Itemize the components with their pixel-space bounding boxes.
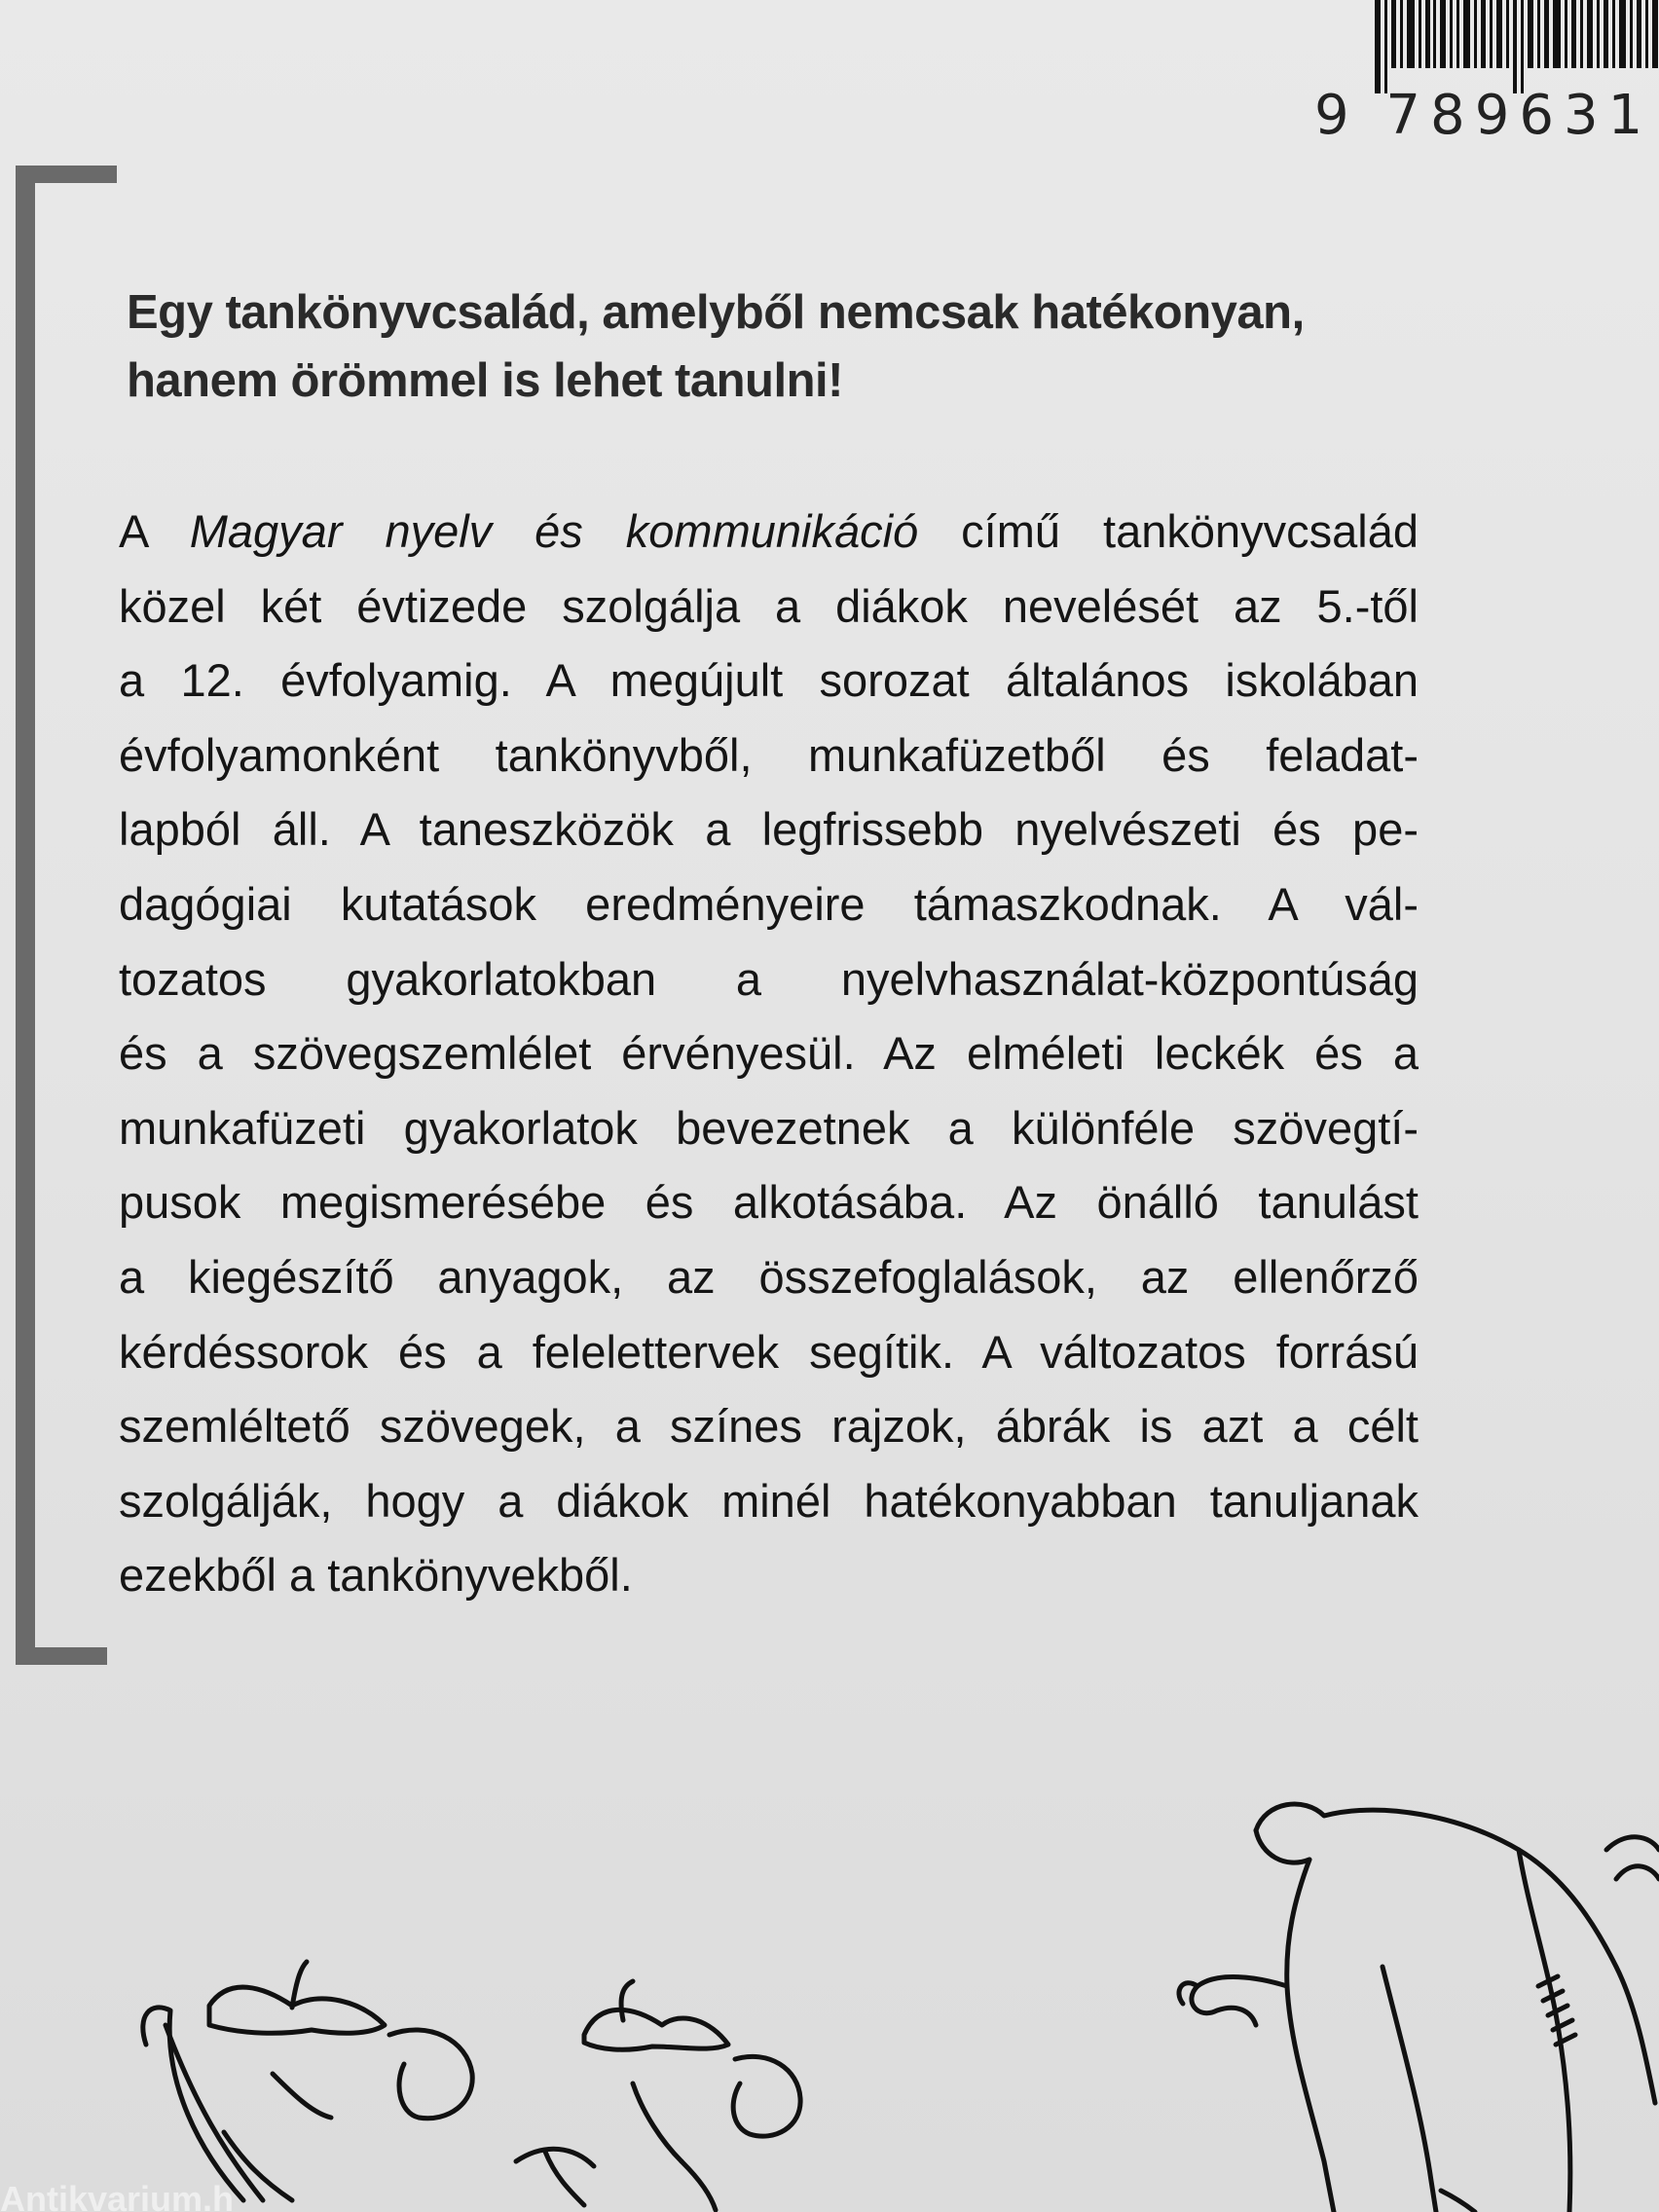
body-line: lapból áll. A taneszközök a legfrissebb nyelvészeti és pe- [119, 803, 1419, 856]
body-line-1 [119, 495, 1419, 570]
headline [127, 278, 1421, 415]
body-line: szemléltető szövegek, a színes rajzok, ábrák is azt a célt [119, 1400, 1419, 1453]
body-line: a kiegészítő anyagok, az összefoglalások, az ellenőrző [119, 1250, 1419, 1303]
cartoon-illustration [0, 1791, 1659, 2212]
body-line: közel két évtizede szolgálja a diákok nevelését az 5.-től [119, 579, 1419, 632]
bow-drawing [143, 2008, 243, 2200]
barcode-digits: 9 789631 [1314, 84, 1653, 147]
body-line: a 12. évfolyamig. A megújult sorozat általános iskolában [119, 654, 1419, 707]
left-nose-drawing [389, 2030, 472, 2119]
barcode [1371, 0, 1659, 93]
body-line: dagógiai kutatások eredményeire támaszkodnak. A vál- [119, 877, 1419, 930]
body-line: és a szövegszemlélet érvényesül. Az elméleti leckék és a [119, 1027, 1419, 1080]
middle-nose-drawing [733, 2056, 800, 2136]
body-line: kérdéssorok és a felelettervek segítik. A változatos forrású [119, 1325, 1419, 1378]
body-line: szolgálják, hogy a diákok minél hatékonyabban tanuljanak [119, 1474, 1419, 1527]
body-line: tozatos gyakorlatokban a nyelvhasználat-központúság [119, 952, 1419, 1005]
body-line: pusok megismerésébe és alkotásába. Az önálló tanulást [119, 1176, 1419, 1229]
body-line-1-prefix: A [119, 505, 190, 557]
headline-line-1: Egy tankönyvcsalád, amelyből nemcsak hatékonyan, [127, 286, 1305, 339]
body-line: ezekből a tankönyvekből. [119, 1549, 633, 1602]
body-line: évfolyamonként tankönyvből, munkafüzetből és feladat- [119, 728, 1419, 781]
middle-hat-drawing [584, 2009, 728, 2049]
description-paragraph [119, 495, 1419, 1613]
body-line-1-suffix: című tankönyvcsalád [918, 505, 1419, 557]
series-title: Magyar nyelv és kommunikáció [189, 505, 919, 557]
watermark: Antikvarium.h [0, 2179, 235, 2212]
headline-line-2: hanem örömmel is lehet tanulni! [127, 354, 843, 407]
kangaroo-drawing [1256, 1804, 1655, 2103]
decorative-bracket [16, 166, 107, 1665]
body-line: munkafüzeti gyakorlatok bevezetnek a különféle szövegtí- [119, 1101, 1419, 1154]
